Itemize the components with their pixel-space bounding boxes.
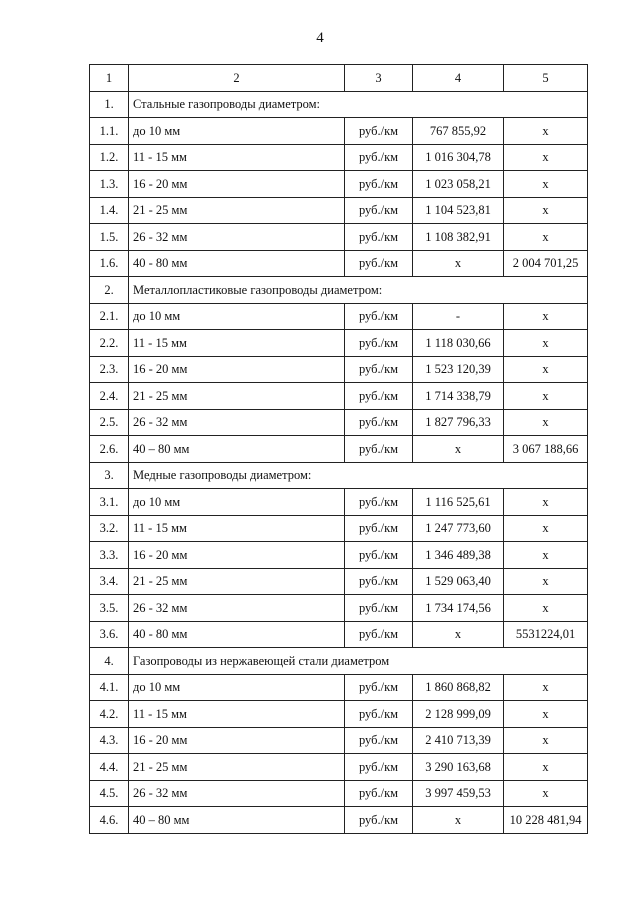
value-col-4: 1 529 063,40 xyxy=(413,568,504,595)
table-row xyxy=(90,595,588,622)
row-number: 2.1. xyxy=(90,303,129,330)
value-col-4: 1 108 382,91 xyxy=(413,224,504,251)
value-col-5: х xyxy=(504,144,588,171)
diameter-range: 11 - 15 мм xyxy=(129,330,345,357)
diameter-range: 40 – 80 мм xyxy=(129,436,345,463)
row-number: 2.2. xyxy=(90,330,129,357)
value-col-4: 2 410 713,39 xyxy=(413,727,504,754)
table-row xyxy=(90,436,588,463)
value-col-4: х xyxy=(413,621,504,648)
row-number: 4.2. xyxy=(90,701,129,728)
unit-cell: руб./км xyxy=(345,197,413,224)
unit-cell: руб./км xyxy=(345,727,413,754)
value-col-5: х xyxy=(504,674,588,701)
table-row xyxy=(90,780,588,807)
table-row xyxy=(90,674,588,701)
row-number: 1.6. xyxy=(90,250,129,277)
unit-cell: руб./км xyxy=(345,542,413,569)
value-col-4: 1 346 489,38 xyxy=(413,542,504,569)
unit-cell: руб./км xyxy=(345,515,413,542)
diameter-range: 16 - 20 мм xyxy=(129,171,345,198)
diameter-range: 21 - 25 мм xyxy=(129,568,345,595)
row-number: 3.5. xyxy=(90,595,129,622)
value-col-5: х xyxy=(504,171,588,198)
unit-cell: руб./км xyxy=(345,621,413,648)
diameter-range: 16 - 20 мм xyxy=(129,356,345,383)
value-col-4: 1 116 525,61 xyxy=(413,489,504,516)
table-row xyxy=(90,409,588,436)
value-col-5: х xyxy=(504,489,588,516)
diameter-range: 11 - 15 мм xyxy=(129,144,345,171)
value-col-5: х xyxy=(504,197,588,224)
unit-cell: руб./км xyxy=(345,409,413,436)
unit-cell: руб./км xyxy=(345,144,413,171)
value-col-4: х xyxy=(413,250,504,277)
value-col-4: 1 714 338,79 xyxy=(413,383,504,410)
section-row xyxy=(90,91,588,118)
row-number: 1.2. xyxy=(90,144,129,171)
unit-cell: руб./км xyxy=(345,807,413,834)
value-col-4: 1 247 773,60 xyxy=(413,515,504,542)
section-row xyxy=(90,462,588,489)
table-row xyxy=(90,515,588,542)
value-col-5: 3 067 188,66 xyxy=(504,436,588,463)
value-col-4: 1 523 120,39 xyxy=(413,356,504,383)
diameter-range: до 10 мм xyxy=(129,674,345,701)
row-number: 4.1. xyxy=(90,674,129,701)
section-title: Газопроводы из нержавеющей стали диаметром xyxy=(129,648,588,675)
table-row xyxy=(90,197,588,224)
table-row xyxy=(90,171,588,198)
value-col-5: х xyxy=(504,515,588,542)
value-col-5: 2 004 701,25 xyxy=(504,250,588,277)
table-row xyxy=(90,356,588,383)
row-number: 3.2. xyxy=(90,515,129,542)
value-col-4: х xyxy=(413,436,504,463)
unit-cell: руб./км xyxy=(345,595,413,622)
value-col-5: х xyxy=(504,701,588,728)
value-col-4: 1 734 174,56 xyxy=(413,595,504,622)
row-number: 2.5. xyxy=(90,409,129,436)
row-number: 2.6. xyxy=(90,436,129,463)
header-col-1: 1 xyxy=(90,65,129,92)
section-number: 1. xyxy=(90,91,129,118)
table-row xyxy=(90,489,588,516)
value-col-4: 3 997 459,53 xyxy=(413,780,504,807)
unit-cell: руб./км xyxy=(345,754,413,781)
section-title: Металлопластиковые газопроводы диаметром: xyxy=(129,277,588,304)
table-row xyxy=(90,383,588,410)
value-col-4: 3 290 163,68 xyxy=(413,754,504,781)
value-col-4: 1 023 058,21 xyxy=(413,171,504,198)
value-col-5: х xyxy=(504,224,588,251)
section-title: Стальные газопроводы диаметром: xyxy=(129,91,588,118)
value-col-5: х xyxy=(504,330,588,357)
table-row xyxy=(90,568,588,595)
value-col-5: х xyxy=(504,780,588,807)
section-row xyxy=(90,648,588,675)
unit-cell: руб./км xyxy=(345,568,413,595)
header-col-2: 2 xyxy=(129,65,345,92)
table-row xyxy=(90,250,588,277)
row-number: 1.1. xyxy=(90,118,129,145)
table-row xyxy=(90,754,588,781)
row-number: 3.3. xyxy=(90,542,129,569)
diameter-range: 21 - 25 мм xyxy=(129,754,345,781)
value-col-5: х xyxy=(504,303,588,330)
unit-cell: руб./км xyxy=(345,674,413,701)
value-col-5: х xyxy=(504,595,588,622)
tariff-table xyxy=(89,64,588,834)
diameter-range: 11 - 15 мм xyxy=(129,515,345,542)
diameter-range: 26 - 32 мм xyxy=(129,780,345,807)
row-number: 4.4. xyxy=(90,754,129,781)
diameter-range: до 10 мм xyxy=(129,303,345,330)
unit-cell: руб./км xyxy=(345,171,413,198)
value-col-4: х xyxy=(413,807,504,834)
section-title: Медные газопроводы диаметром: xyxy=(129,462,588,489)
table-row xyxy=(90,727,588,754)
table-row xyxy=(90,118,588,145)
diameter-range: 11 - 15 мм xyxy=(129,701,345,728)
row-number: 3.4. xyxy=(90,568,129,595)
diameter-range: 40 - 80 мм xyxy=(129,250,345,277)
value-col-5: 10 228 481,94 xyxy=(504,807,588,834)
header-col-3: 3 xyxy=(345,65,413,92)
unit-cell: руб./км xyxy=(345,224,413,251)
diameter-range: до 10 мм xyxy=(129,489,345,516)
unit-cell: руб./км xyxy=(345,489,413,516)
diameter-range: 26 - 32 мм xyxy=(129,595,345,622)
value-col-5: х xyxy=(504,568,588,595)
unit-cell: руб./км xyxy=(345,780,413,807)
table-row xyxy=(90,330,588,357)
diameter-range: до 10 мм xyxy=(129,118,345,145)
row-number: 4.5. xyxy=(90,780,129,807)
value-col-4: 1 016 304,78 xyxy=(413,144,504,171)
page-number: 4 xyxy=(316,30,324,46)
value-col-4: 1 827 796,33 xyxy=(413,409,504,436)
table-row xyxy=(90,542,588,569)
diameter-range: 40 – 80 мм xyxy=(129,807,345,834)
row-number: 3.1. xyxy=(90,489,129,516)
row-number: 2.3. xyxy=(90,356,129,383)
row-number: 2.4. xyxy=(90,383,129,410)
unit-cell: руб./км xyxy=(345,356,413,383)
section-number: 2. xyxy=(90,277,129,304)
section-number: 3. xyxy=(90,462,129,489)
row-number: 4.6. xyxy=(90,807,129,834)
value-col-5: х xyxy=(504,542,588,569)
diameter-range: 40 - 80 мм xyxy=(129,621,345,648)
value-col-4: 767 855,92 xyxy=(413,118,504,145)
row-number: 1.4. xyxy=(90,197,129,224)
value-col-5: х xyxy=(504,754,588,781)
table-row xyxy=(90,807,588,834)
value-col-5: х xyxy=(504,118,588,145)
row-number: 1.3. xyxy=(90,171,129,198)
value-col-5: х xyxy=(504,383,588,410)
row-number: 1.5. xyxy=(90,224,129,251)
table-row xyxy=(90,621,588,648)
unit-cell: руб./км xyxy=(345,118,413,145)
unit-cell: руб./км xyxy=(345,701,413,728)
value-col-5: 5531224,01 xyxy=(504,621,588,648)
diameter-range: 21 - 25 мм xyxy=(129,383,345,410)
section-row xyxy=(90,277,588,304)
table-row xyxy=(90,144,588,171)
diameter-range: 16 - 20 мм xyxy=(129,542,345,569)
diameter-range: 26 - 32 мм xyxy=(129,224,345,251)
header-col-5: 5 xyxy=(504,65,588,92)
table-header-row xyxy=(90,65,588,92)
value-col-4: - xyxy=(413,303,504,330)
value-col-5: х xyxy=(504,409,588,436)
header-col-4: 4 xyxy=(413,65,504,92)
table-row xyxy=(90,701,588,728)
diameter-range: 21 - 25 мм xyxy=(129,197,345,224)
value-col-5: х xyxy=(504,727,588,754)
table-body xyxy=(90,65,588,834)
value-col-4: 2 128 999,09 xyxy=(413,701,504,728)
table-row xyxy=(90,224,588,251)
table-row xyxy=(90,303,588,330)
row-number: 4.3. xyxy=(90,727,129,754)
diameter-range: 16 - 20 мм xyxy=(129,727,345,754)
value-col-5: х xyxy=(504,356,588,383)
row-number: 3.6. xyxy=(90,621,129,648)
unit-cell: руб./км xyxy=(345,330,413,357)
unit-cell: руб./км xyxy=(345,303,413,330)
value-col-4: 1 104 523,81 xyxy=(413,197,504,224)
unit-cell: руб./км xyxy=(345,383,413,410)
unit-cell: руб./км xyxy=(345,436,413,463)
section-number: 4. xyxy=(90,648,129,675)
value-col-4: 1 118 030,66 xyxy=(413,330,504,357)
unit-cell: руб./км xyxy=(345,250,413,277)
diameter-range: 26 - 32 мм xyxy=(129,409,345,436)
value-col-4: 1 860 868,82 xyxy=(413,674,504,701)
